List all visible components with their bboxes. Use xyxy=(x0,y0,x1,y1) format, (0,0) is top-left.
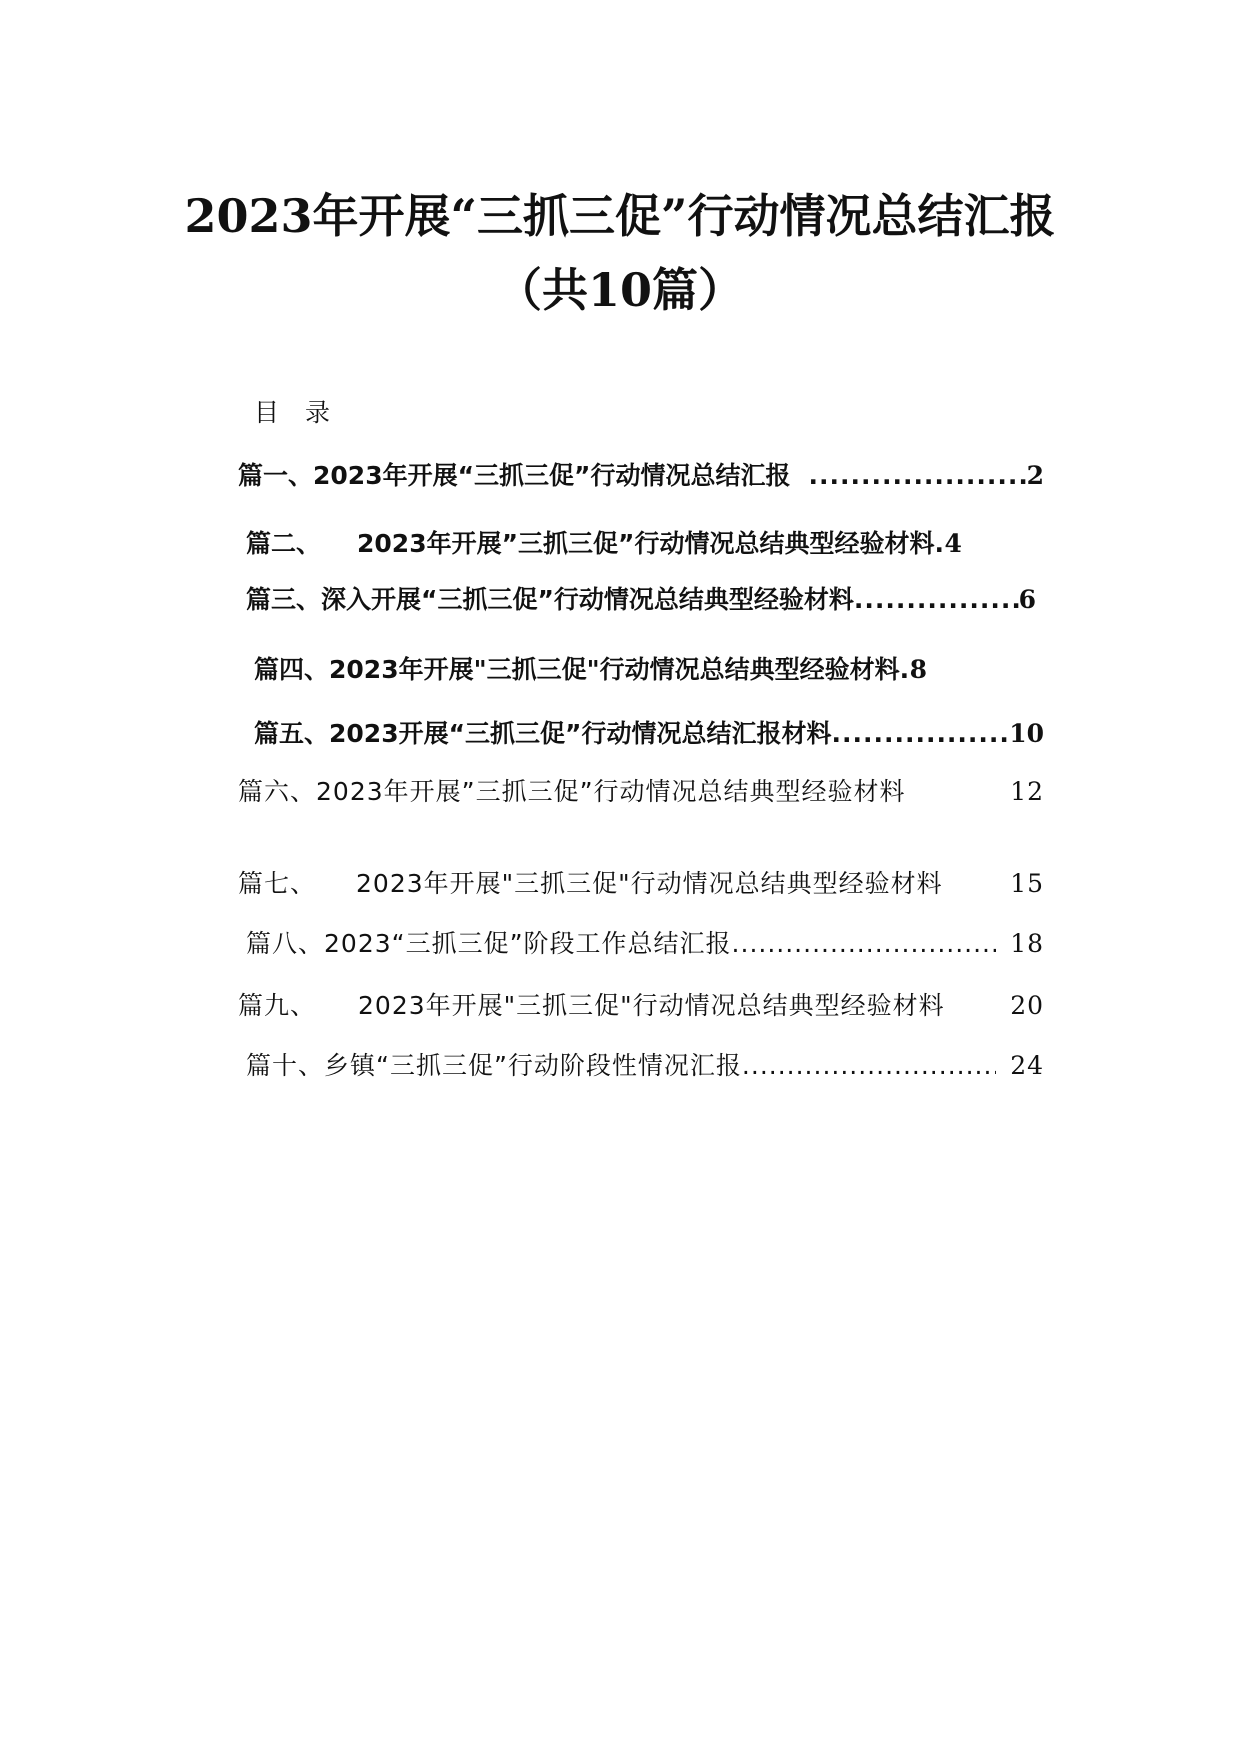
toc-entry-label: 篇二、 xyxy=(246,529,322,558)
toc-dot-leader xyxy=(742,1048,996,1084)
toc-entry-page: 20 xyxy=(1010,991,1044,1020)
toc-entry-label: 篇九、 xyxy=(238,991,317,1020)
toc-entry-title: 2023年开展”三抓三促”行动情况总结典型经验材料 xyxy=(316,777,906,806)
toc-entry-6[interactable] xyxy=(238,774,1044,810)
toc-entry-title: 2023年开展"三抓三促"行动情况总结典型经验材料 xyxy=(329,655,900,684)
toc-entry-label: 篇七、 xyxy=(238,869,317,898)
toc-heading: 目录 xyxy=(254,398,357,427)
toc-dot-leader xyxy=(808,458,1026,494)
toc-entry-4[interactable] xyxy=(254,652,1044,688)
toc-dot-leader xyxy=(934,526,944,562)
toc-entry-1[interactable] xyxy=(238,458,1044,494)
toc-entry-page: 8 xyxy=(909,655,928,684)
toc-entry-label: 篇一、 xyxy=(238,461,314,490)
toc-entry-title: 2023“三抓三促”阶段工作总结汇报 xyxy=(324,929,732,958)
toc-entry-title: 2023年开展”三抓三促”行动情况总结典型经验材料 xyxy=(357,529,935,558)
toc-entry-label: 篇八、 xyxy=(246,929,325,958)
toc-dot-leader xyxy=(732,926,997,962)
toc-entry-title: 2023开展“三抓三促”行动情况总结汇报材料 xyxy=(329,719,832,748)
toc-entry-label: 篇六、 xyxy=(238,777,317,806)
toc-entry-8[interactable] xyxy=(246,926,1044,962)
toc-entry-title: 2023年开展“三抓三促”行动情况总结汇报 xyxy=(313,461,791,490)
toc-entry-page: 4 xyxy=(944,529,962,558)
toc-dot-leader xyxy=(831,716,1009,752)
toc-entry-label: 篇十、 xyxy=(246,1051,325,1080)
toc-entry-page: 12 xyxy=(1010,777,1044,806)
toc-entry-2[interactable] xyxy=(246,526,1044,562)
toc-entry-page: 6 xyxy=(1018,585,1036,614)
document-subtitle: （共10篇） xyxy=(495,263,744,317)
toc-entry-page: 18 xyxy=(1010,929,1044,958)
document-title: 2023年开展“三抓三促”行动情况总结汇报 xyxy=(184,189,1056,243)
toc-entry-page: 24 xyxy=(1010,1051,1044,1080)
toc-dot-leader xyxy=(854,582,1019,618)
toc-entry-title: 深入开展“三抓三促”行动情况总结典型经验材料 xyxy=(321,585,854,614)
toc-entry-title: 2023年开展"三抓三促"行动情况总结典型经验材料 xyxy=(356,869,943,898)
toc-entry-page: 10 xyxy=(1009,719,1044,748)
toc-entry-page: 2 xyxy=(1026,461,1044,490)
toc-entry-label: 篇五、 xyxy=(254,719,330,748)
toc-entry-9[interactable] xyxy=(238,988,1044,1024)
toc-entry-label: 篇四、 xyxy=(254,655,330,684)
toc-entry-10[interactable] xyxy=(246,1048,1044,1084)
toc-entry-title: 2023年开展"三抓三促"行动情况总结典型经验材料 xyxy=(358,991,945,1020)
toc-entry-label: 篇三、 xyxy=(246,585,322,614)
toc-entry-page: 15 xyxy=(1010,869,1044,898)
toc-entry-title: 乡镇“三抓三促”行动阶段性情况汇报 xyxy=(324,1051,742,1080)
toc-entry-5[interactable] xyxy=(254,716,1044,752)
toc-dot-leader xyxy=(900,652,910,688)
toc-entry-3[interactable] xyxy=(246,582,1036,618)
toc-entry-7[interactable] xyxy=(238,866,1044,902)
